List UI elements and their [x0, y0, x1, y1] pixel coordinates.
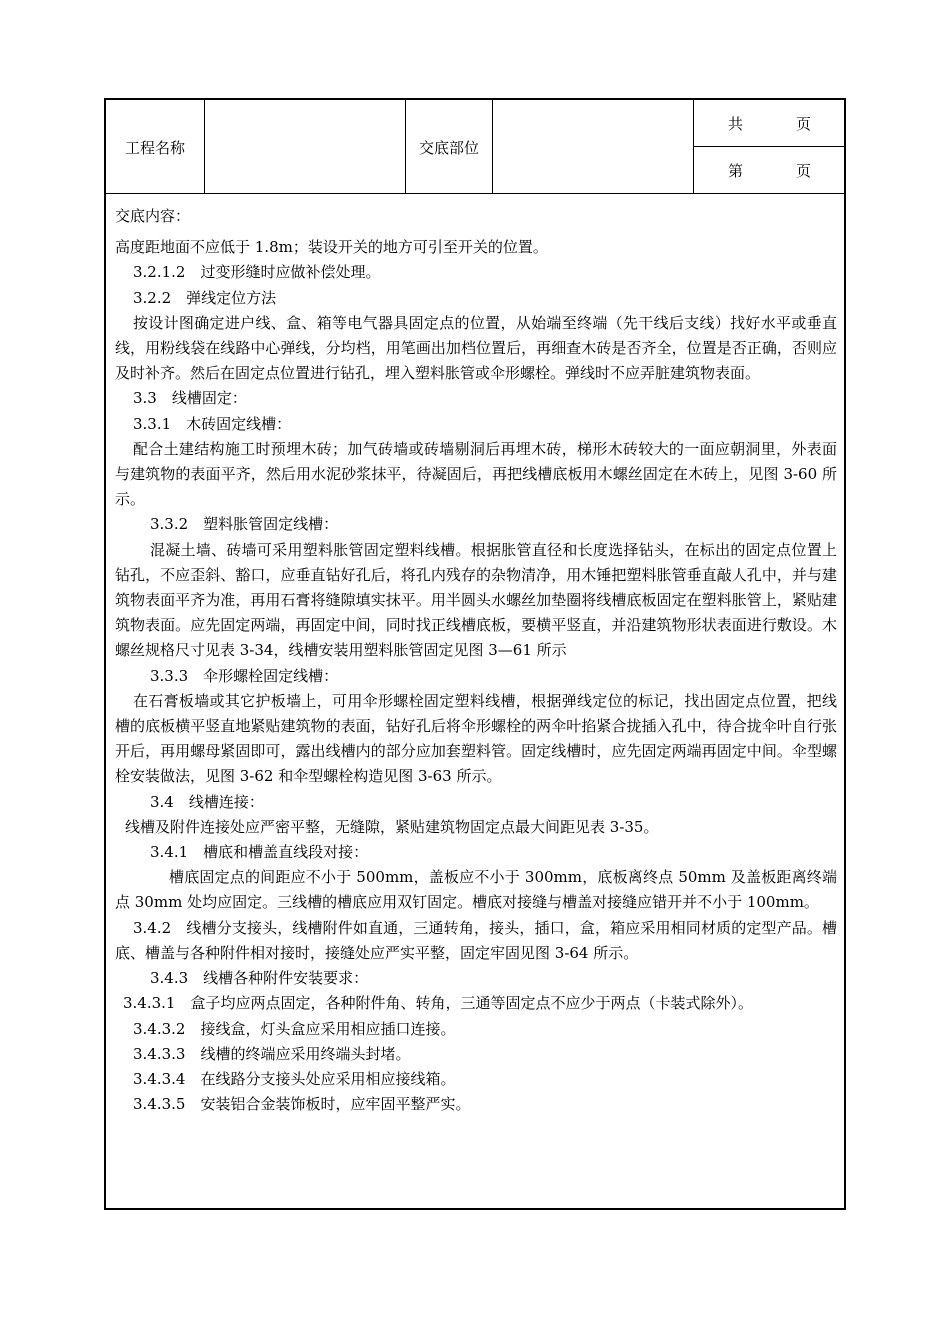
handover-part-value[interactable]	[493, 100, 693, 194]
handover-form	[104, 98, 846, 1210]
handover-content	[115, 196, 837, 1117]
paragraph: 在石膏板墙或其它护板墙上，可用伞形螺栓固定塑料线槽，根据弹线定位的标记，找出固定点位置，把线槽的底板横平竖直地紧贴建筑物的表面，钻好孔后将伞形螺栓的两伞叶掐紧合拢插入孔中，待合拢伞叶自行张开后，再用螺母紧固即可，露出线槽内的部分应加套塑料管。固定线槽时，应先固定两端再固定中间。伞型螺栓安装做法，见图 3-62 和伞型螺栓构造见图 3-63 所示。	[115, 691, 837, 786]
content-heading: 交底内容：	[115, 207, 191, 225]
paragraph: 3.3.2 塑料胀管固定线槽：	[150, 515, 339, 534]
paragraph: 3.3 线槽固定：	[133, 389, 247, 408]
paragraph: 3.4.3.1 盒子均应两点固定，各种附件角、转角，三通等固定点不应少于两点（卡装式除外）。	[123, 994, 753, 1013]
current-page	[694, 147, 844, 193]
paragraph: 3.4.3.4 在线路分支接头处应采用相应接线箱。	[133, 1069, 456, 1088]
total-unit: 页	[796, 114, 812, 133]
project-name-label: 工程名称	[124, 138, 185, 157]
paragraph: 3.4.1 槽底和槽盖直线段对接：	[150, 843, 369, 862]
current-unit: 页	[796, 161, 812, 180]
paragraph: 按设计图确定进户线、盒、箱等电气器具固定点的位置，从始端至终端（先干线后支线）找好水平或垂直线，用粉线袋在线路中心弹线，分均档，用笔画出加档位置后，再细查木砖是否齐全，位置是否正确，否则应及时补齐。然后在固定点位置进行钻孔，埋入塑料胀管或伞形螺栓。弹线时不应弄脏建筑物表面。	[115, 313, 837, 383]
paragraph: 配合土建结构施工时预埋木砖；加气砖墙或砖墙剔洞后再埋木砖，梯形木砖较大的一面应朝洞里，外表面与建筑物的表面平齐，然后用水泥砂浆抹平，待凝固后，再把线槽底板用木螺丝固定在木砖上，见图 3-60 所示。	[115, 439, 837, 509]
paragraph: 线槽及附件连接处应严密平整，无缝隙，紧贴建筑物固定点最大间距见表 3-35。	[125, 817, 659, 836]
form-header	[106, 100, 844, 194]
total-label: 共	[728, 114, 744, 133]
paragraph: 3.3.3 伞形螺栓固定线槽：	[150, 666, 339, 685]
paragraph: 3.4.3.2 接线盒，灯头盒应采用相应插口连接。	[133, 1019, 456, 1038]
paragraph: 槽底固定点的间距应不小于 500mm，盖板应不小于 300mm，底板离终点 50mm 及盖板距离终端点 30mm 处均应固定。三线槽的槽底应用双钉固定。槽底对接缝与槽盖对接缝应错开并不小于 100mm。	[115, 868, 837, 912]
paragraph: 3.4.3 线槽各种附件安装要求：	[150, 969, 369, 988]
project-name-value[interactable]	[205, 100, 405, 194]
current-label: 第	[728, 161, 744, 180]
paragraph: 高度距地面不应低于 1.8m；装设开关的地方可引至开关的位置。	[115, 238, 548, 257]
paragraph: 3.4.2 线槽分支接头，线槽附件如直通，三通转角，接头，插口，盒，箱应采用相同材质的定型产品。槽底、槽盖与各种附件相对接时，接缝处应严实平整，固定牢固见图 3-64 所示。	[115, 918, 837, 962]
paragraph: 3.4.3.3 线槽的终端应采用终端头封堵。	[133, 1044, 411, 1063]
paragraph: 3.4.3.5 安装铝合金装饰板时，应牢固平整严实。	[133, 1095, 471, 1114]
total-pages	[694, 100, 844, 146]
paragraph: 3.2.2 弹线定位方法	[133, 288, 277, 307]
paragraph: 3.3.1 木砖固定线槽：	[133, 414, 292, 433]
paragraph: 3.4 线槽连接：	[150, 792, 264, 811]
paragraph: 混凝土墙、砖墙可采用塑料胀管固定塑料线槽。根据胀管直径和长度选择钻头，在标出的固定点位置上钻孔，不应歪斜、豁口，应垂直钻好孔后，将孔内残存的杂物清净，用木锤把塑料胀管垂直敲人孔中，并与建筑物表面平齐为准，再用石膏将缝隙填实抹平。用半圆头水螺丝加垫圈将线槽底板固定在塑料胀管上，紧贴建筑物表面。应先固定两端，再固定中间，同时找正线槽底板，要横平竖直，并沿建筑物形状表面进行敷设。木螺丝规格尺寸见表 3-34，线槽安装用塑料胀管固定见图 3—61 所示	[115, 540, 837, 660]
handover-part-label: 交底部位	[418, 138, 479, 157]
paragraph: 3.2.1.2 过变形缝时应做补偿处理。	[133, 263, 381, 282]
